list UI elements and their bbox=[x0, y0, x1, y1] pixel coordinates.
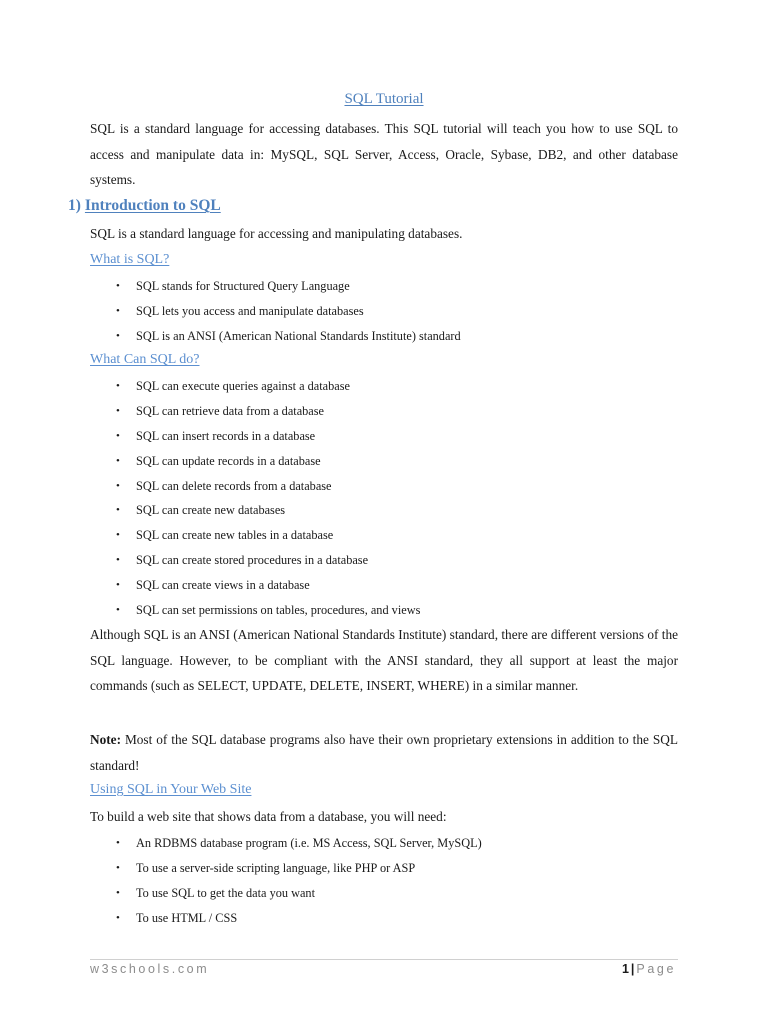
page-separator: | bbox=[630, 962, 635, 976]
page-label: Page bbox=[636, 962, 676, 976]
note-label: Note: bbox=[90, 732, 122, 747]
list-item: • To use HTML / CSS bbox=[112, 906, 482, 931]
page-number: 1 bbox=[621, 962, 629, 976]
list-item: • SQL can create new tables in a database bbox=[112, 523, 420, 548]
what-is-sql-list bbox=[112, 274, 461, 349]
bullet-icon: • bbox=[116, 329, 120, 342]
list-item: • SQL can insert records in a database bbox=[112, 424, 420, 449]
list-item: • SQL stands for Structured Query Language bbox=[112, 274, 461, 299]
bullet-icon: • bbox=[116, 579, 120, 592]
bullet-icon: • bbox=[116, 911, 120, 924]
page-title: SQL Tutorial bbox=[344, 91, 424, 107]
bullet-icon: • bbox=[116, 504, 120, 517]
website-intro-paragraph: To build a web site that shows data from a database, you will need: bbox=[90, 809, 447, 824]
footer-page-number bbox=[622, 962, 676, 976]
list-item: • SQL can create views in a database bbox=[112, 573, 420, 598]
section-number: 1) bbox=[68, 197, 81, 214]
list-item: • SQL can delete records from a database bbox=[112, 474, 420, 499]
list-item: • SQL can update records in a database bbox=[112, 449, 420, 474]
footer-divider bbox=[90, 959, 678, 960]
bullet-icon: • bbox=[116, 886, 120, 899]
section-heading-introduction bbox=[68, 197, 221, 215]
list-item: • SQL can create new databases bbox=[112, 498, 420, 523]
intro-paragraph: SQL is a standard language for accessing databases. This SQL tutorial will teach you how to use SQL to access and manipulate data in: MySQL, SQL Server, Access, Oracle, Sybase, DB2, and other database systems. bbox=[90, 121, 678, 187]
note-paragraph bbox=[90, 727, 678, 778]
list-item: • To use SQL to get the data you want bbox=[112, 881, 482, 906]
list-item: • To use a server-side scripting language, like PHP or ASP bbox=[112, 856, 482, 881]
bullet-icon: • bbox=[116, 454, 120, 467]
bullet-icon: • bbox=[116, 529, 120, 542]
list-item: • SQL can set permissions on tables, procedures, and views bbox=[112, 598, 420, 623]
section-intro-paragraph: SQL is a standard language for accessing and manipulating databases. bbox=[90, 226, 463, 241]
footer-site-name: w3schools.com bbox=[90, 962, 210, 976]
bullet-icon: • bbox=[116, 404, 120, 417]
section-heading-text: Introduction to SQL bbox=[84, 197, 221, 214]
bullet-icon: • bbox=[116, 837, 120, 849]
bullet-icon: • bbox=[116, 861, 120, 874]
subheading-using-sql-web-site: Using SQL in Your Web Site bbox=[90, 782, 252, 797]
list-item: • An RDBMS database program (i.e. MS Access, SQL Server, MySQL) bbox=[112, 831, 482, 856]
bullet-icon: • bbox=[116, 380, 120, 392]
bullet-icon: • bbox=[116, 554, 120, 567]
bullet-icon: • bbox=[116, 479, 120, 492]
list-item: • SQL can create stored procedures in a database bbox=[112, 548, 420, 573]
bullet-icon: • bbox=[116, 429, 120, 442]
subheading-what-is-sql: What is SQL? bbox=[90, 252, 170, 267]
subheading-what-can-sql-do: What Can SQL do? bbox=[90, 352, 200, 367]
ansi-paragraph: Although SQL is an ANSI (American National Standards Institute) standard, there are different versions of the SQL language. However, to be compliant with the ANSI standard, they all support at least the major commands (such as SELECT, UPDATE, DELETE, INSERT, WHERE) in a similar manner. bbox=[90, 627, 678, 693]
bullet-icon: • bbox=[116, 604, 120, 617]
list-item: • SQL lets you access and manipulate databases bbox=[112, 299, 461, 324]
note-text: Most of the SQL database programs also have their own proprietary extensions in addition to the SQL standard! bbox=[90, 732, 678, 773]
list-item: • SQL can retrieve data from a database bbox=[112, 399, 420, 424]
website-requirements-list bbox=[112, 831, 482, 931]
what-can-sql-do-list bbox=[112, 374, 420, 623]
bullet-icon: • bbox=[116, 304, 120, 317]
list-item: • SQL can execute queries against a database bbox=[112, 374, 420, 399]
list-item: • SQL is an ANSI (American National Standards Institute) standard bbox=[112, 324, 461, 349]
bullet-icon: • bbox=[116, 280, 120, 292]
